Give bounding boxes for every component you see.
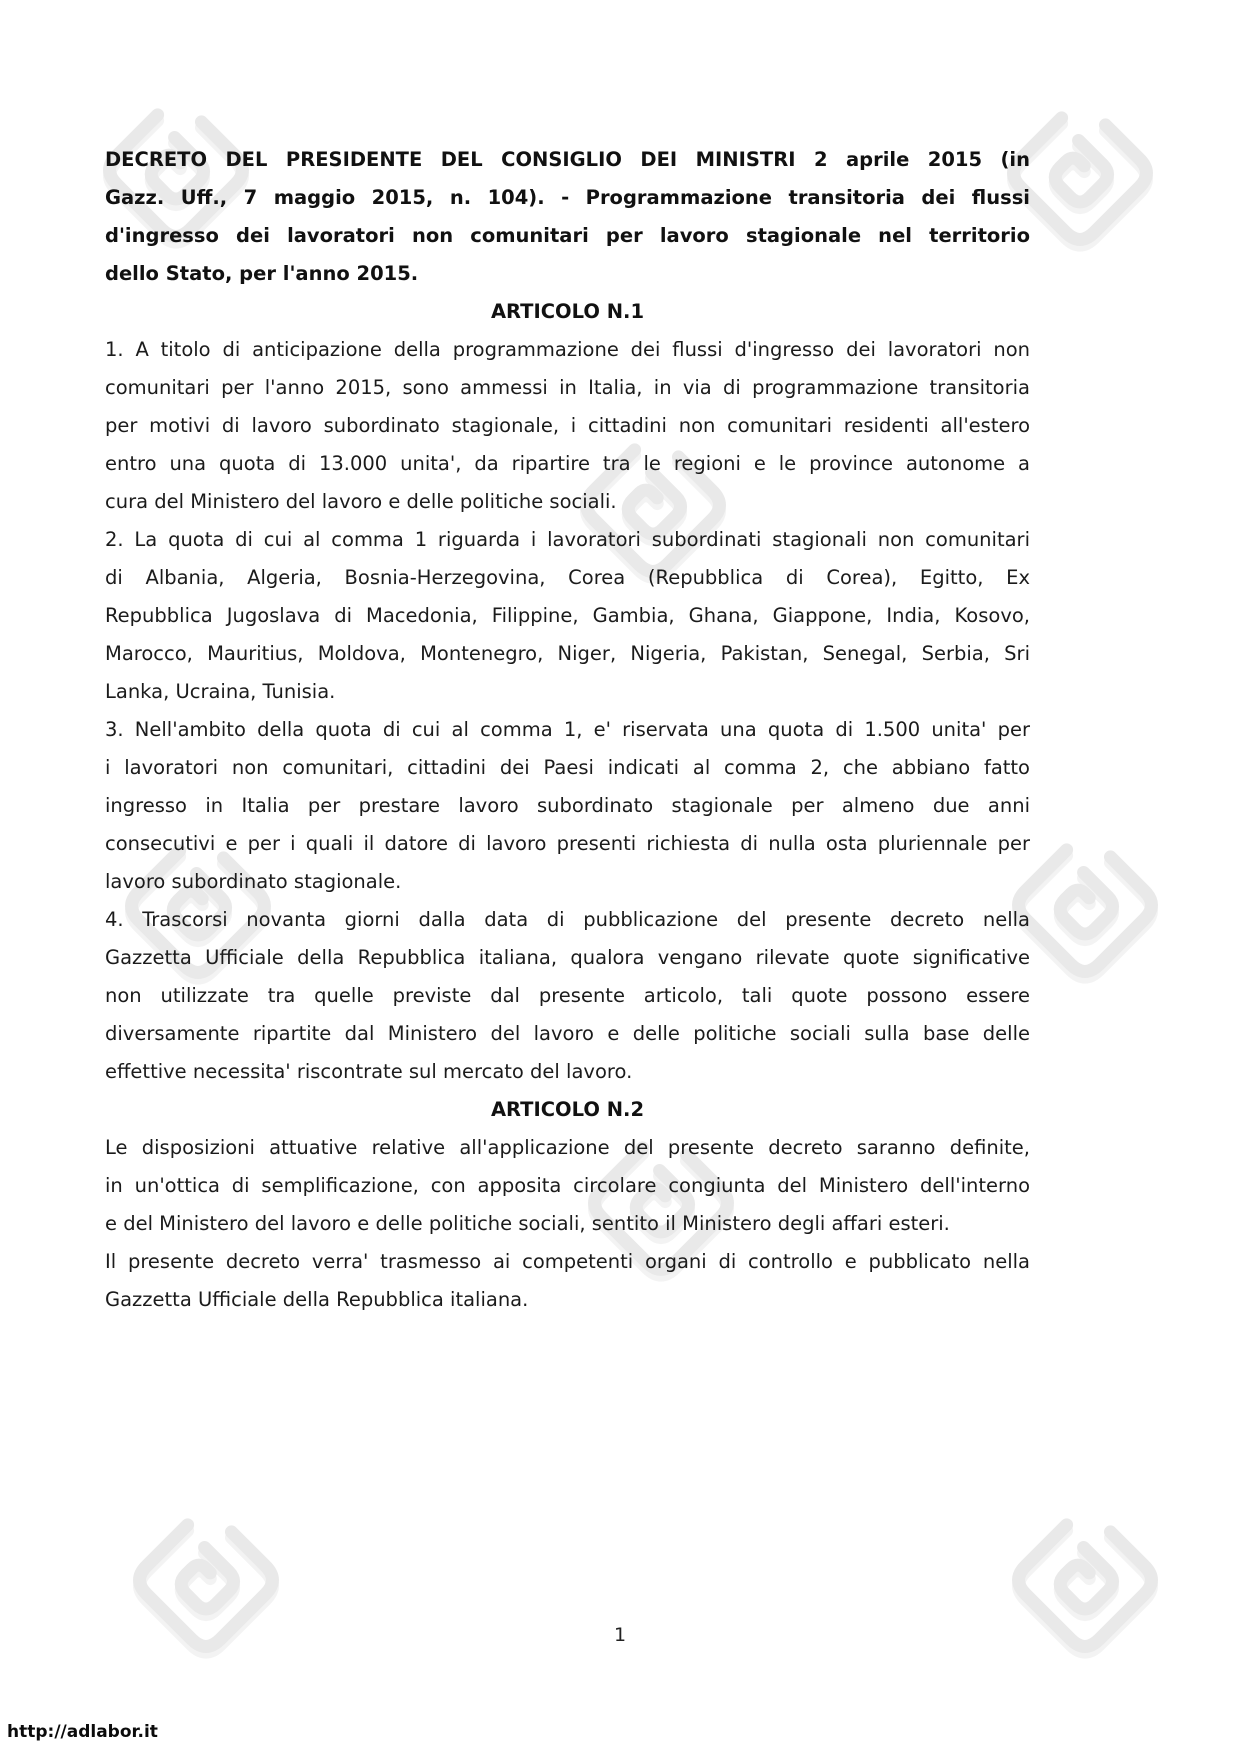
paragraph-line: i lavoratori non comunitari, cittadini dei Paesi indicati al comma 2, che abbiano fatto xyxy=(105,756,1030,779)
paragraph-line: diversamente ripartite dal Ministero del lavoro e delle politiche sociali sulla base delle xyxy=(105,1022,1030,1045)
paragraph-line: in un'ottica di semplificazione, con apposita circolare congiunta del Ministero dell'interno xyxy=(105,1174,1030,1197)
title-line: dello Stato, per l'anno 2015. xyxy=(105,262,419,285)
paragraph-line: consecutivi e per i quali il datore di lavoro presenti richiesta di nulla osta pluriennale per xyxy=(105,832,1030,855)
article-heading: ARTICOLO N.1 xyxy=(490,300,645,323)
paragraph-line: Le disposizioni attuative relative all'applicazione del presente decreto saranno definite, xyxy=(105,1136,1030,1159)
paragraph-line: 1. A titolo di anticipazione della programmazione dei flussi d'ingresso dei lavoratori non xyxy=(105,338,1030,361)
text-column xyxy=(105,141,1030,1319)
paragraph-line: lavoro subordinato stagionale. xyxy=(105,870,402,893)
paragraph-line: non utilizzate tra quelle previste dal presente articolo, tali quote possono essere xyxy=(105,984,1030,1007)
title-line: Gazz. Uff., 7 maggio 2015, n. 104). - Programmazione transitoria dei flussi xyxy=(105,186,1030,209)
paragraph-line: ingresso in Italia per prestare lavoro subordinato stagionale per almeno due anni xyxy=(105,794,1030,817)
paragraph-line: 4. Trascorsi novanta giorni dalla data di pubblicazione del presente decreto nella xyxy=(105,908,1030,931)
paragraph-line: Il presente decreto verra' trasmesso ai competenti organi di controllo e pubblicato nella xyxy=(105,1250,1030,1273)
paragraph-line: comunitari per l'anno 2015, sono ammessi in Italia, in via di programmazione transitoria xyxy=(105,376,1030,399)
paragraph-line: 3. Nell'ambito della quota di cui al comma 1, e' riservata una quota di 1.500 unita' per xyxy=(105,718,1030,741)
paragraph-line: Gazzetta Ufficiale della Repubblica italiana. xyxy=(105,1288,529,1311)
page-number: 1 xyxy=(613,1624,627,1646)
title-line: d'ingresso dei lavoratori non comunitari per lavoro stagionale nel territorio xyxy=(105,224,1030,247)
paragraph-line: Repubblica Jugoslava di Macedonia, Filippine, Gambia, Ghana, Giappone, India, Kosovo, xyxy=(105,604,1030,627)
paragraph-line: entro una quota di 13.000 unita', da ripartire tra le regioni e le province autonome a xyxy=(105,452,1030,475)
paragraph-line: effettive necessita' riscontrate sul mercato del lavoro. xyxy=(105,1060,633,1083)
paragraph-line: 2. La quota di cui al comma 1 riguarda i lavoratori subordinati stagionali non comunitari xyxy=(105,528,1030,551)
title-line: DECRETO DEL PRESIDENTE DEL CONSIGLIO DEI MINISTRI 2 aprile 2015 (in xyxy=(105,148,1030,171)
paragraph-line: di Albania, Algeria, Bosnia-Herzegovina, Corea (Repubblica di Corea), Egitto, Ex xyxy=(105,566,1030,589)
footer-source-link[interactable]: http://adlabor.it xyxy=(7,1722,158,1742)
paragraph-line: per motivi di lavoro subordinato stagionale, i cittadini non comunitari residenti all'estero xyxy=(105,414,1030,437)
paragraph-line: cura del Ministero del lavoro e delle politiche sociali. xyxy=(105,490,617,513)
paragraph-line: Lanka, Ucraina, Tunisia. xyxy=(105,680,336,703)
article-heading: ARTICOLO N.2 xyxy=(490,1098,645,1121)
paragraph-line: Gazzetta Ufficiale della Repubblica italiana, qualora vengano rilevate quote significative xyxy=(105,946,1030,969)
paragraph-line: Marocco, Mauritius, Moldova, Montenegro, Niger, Nigeria, Pakistan, Senegal, Serbia, Sri xyxy=(105,642,1030,665)
paragraph-line: e del Ministero del lavoro e delle politiche sociali, sentito il Ministero degli affari esteri. xyxy=(105,1212,950,1235)
